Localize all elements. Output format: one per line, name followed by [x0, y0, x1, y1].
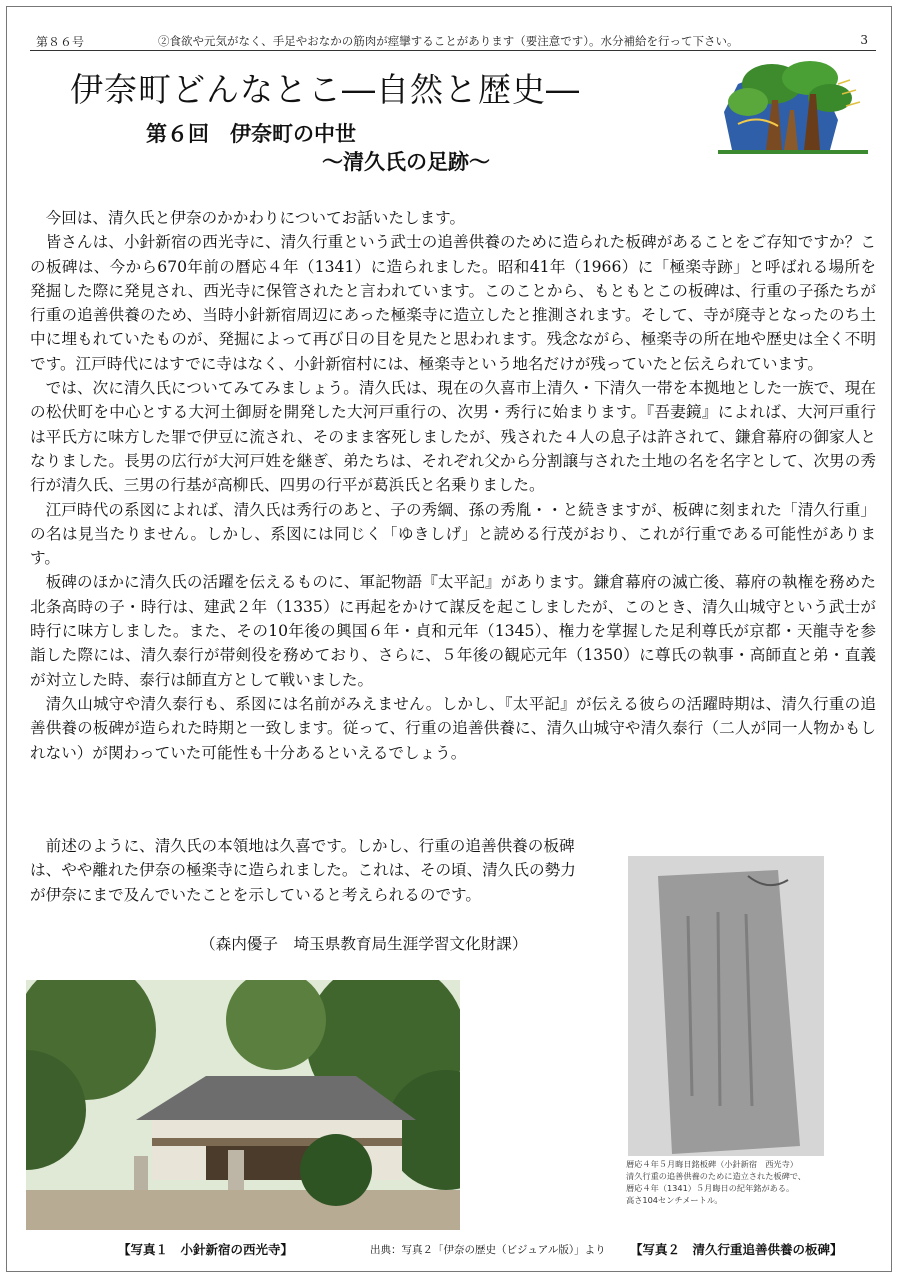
- caption-line: 清久行重の追善供養のために造立された板碑で、: [626, 1171, 806, 1181]
- issue-number: 第８６号: [36, 35, 85, 49]
- paragraph: 江戸時代の系図によれば、清久氏は秀行のあと、子の秀綱、孫の秀胤・・と続きますが、板碑に刻まれた「清久行重」の名は見当たりません。しかし、系図には同じく「ゆきしげ」と読める行茂がおり、これが行重である可能性があります。: [30, 500, 876, 568]
- photo1-label: 【写真１ 小針新宿の西光寺】: [118, 1242, 294, 1257]
- page-header: [30, 30, 876, 52]
- paragraph: 前述のように、清久氏の本領地は久喜です。しかし、行重の追善供養の板碑は、やや離れた伊奈の極楽寺に造られました。これは、その頃、清久氏の勢力が伊奈にまで及んでいたことを示していると考えられるのです。: [30, 837, 576, 904]
- paragraph: 清久山城守や清久泰行も、系図には名前がみえません。しかし、『太平記』が伝える彼らの活躍時期は、清久行重の追善供養の板碑が造られた時期と一致します。従って、行重の追善供養に、清久山城守や清久泰行（二人が同一人物かもしれない）が関わっていた可能性も十分あるといえるでしょう。: [30, 694, 876, 762]
- caption-line: 暦応４年（1341）５月晦日の紀年銘がある。: [626, 1183, 795, 1193]
- paragraph: 皆さんは、小針新宿の西光寺に、清久行重という武士の追善供養のために造られた板碑があることをご存知ですか？この板碑は、今から670年前の暦応４年（1341）に造られました。昭和41年（1966）に「極楽寺跡」と呼ばれる場所を発掘した際に発見され、西光寺に保管されたと言われています。このことから、もともとこの板碑は、行重の子孫たちが行重の追善供養のため、当時小針新宿周辺にあった極楽寺に造立したと推測されます。そして、寺が廃寺となったのち土中に埋もれていたものが、発掘によって再び日の目を見たと思われます。残念ながら、極楽寺の所在地や歴史は全く不明です。江戸時代にはすでに寺はなく、小針新宿村には、極楽寺という地名だけが残っていたと伝えられています。: [30, 233, 876, 373]
- series-title: 伊奈町どんなとこ―自然と歴史―: [70, 70, 580, 109]
- episode-subtitle: ～清久氏の足跡～: [322, 149, 490, 174]
- header-divider: [30, 50, 876, 51]
- photo-stone-monument: [620, 852, 832, 1228]
- paragraph: 板碑のほかに清久氏の活躍を伝えるものに、軍記物語『太平記』があります。鎌倉幕府の滅亡後、幕府の執権を務めた北条高時の子・時行は、建武２年（1335）に再起をかけて謀反を起こしましたが、このとき、清久山城守という武士が時行に味方しました。また、その10年後の興国６年・貞和元年（1345）、権力を掌握した足利尊氏が京都・天龍寺を参詣した際には、清久泰行が帯剣役を務めており、さらに、５年後の観応元年（1350）に尊氏の執事・高師直と弟・直義が対立した時、泰行は師直方として戦いました。: [30, 573, 876, 689]
- article-body: [30, 206, 876, 765]
- header-note: ②食欲や元気がなく、手足やおなかの筋肉が痙攣することがあります（要注意です）。水分補給を行って下さい。: [158, 34, 739, 48]
- itabi-stone: [658, 870, 800, 1154]
- photo-saikoji-temple: [26, 980, 460, 1230]
- caption-line: 高さ104センチメートル。: [626, 1195, 723, 1205]
- photo-source: 出典：写真２「伊奈の歴史（ビジュアル版）」より: [370, 1244, 606, 1256]
- closing-paragraph: [30, 834, 578, 907]
- stone-lantern: [134, 1156, 148, 1190]
- paragraph: では、次に清久氏についてみてみましょう。清久氏は、現在の久喜市上清久・下清久一帯を本拠地とした一族で、現在の松伏町を中心とする大河土御厨を開発した大河戸重行の、次男・秀行に始まります。『吾妻鏡』によれば、大河戸重行は平氏方に味方した罪で伊豆に流され、そのまま客死しましたが、残された４人の息子は許されて、鎌倉幕府の御家人となりました。長男の広行が大河戸姓を継ぎ、弟たちは、それぞれ父から分割譲与された土地の名を名字として、次男の秀行が清久氏、三男の行基が高柳氏、四男の行平が葛浜氏と名乗りました。: [30, 379, 876, 495]
- photo2-label: 【写真２ 清久行重追善供養の板碑】: [630, 1242, 843, 1257]
- author-credit: （森内優子 埼玉県教育局生涯学習文化財課）: [200, 935, 528, 953]
- caption-line: 暦応４年５月晦日銘板碑（小針新宿 西光寺）: [626, 1159, 798, 1169]
- photo2-caption: [626, 1158, 830, 1206]
- tree-illustration: [718, 54, 868, 154]
- paragraph: 今回は、清久氏と伊奈のかかわりについてお話いたします。: [45, 209, 466, 227]
- page-number: 3: [860, 33, 868, 47]
- episode-title: 第６回 伊奈町の中世: [146, 121, 356, 146]
